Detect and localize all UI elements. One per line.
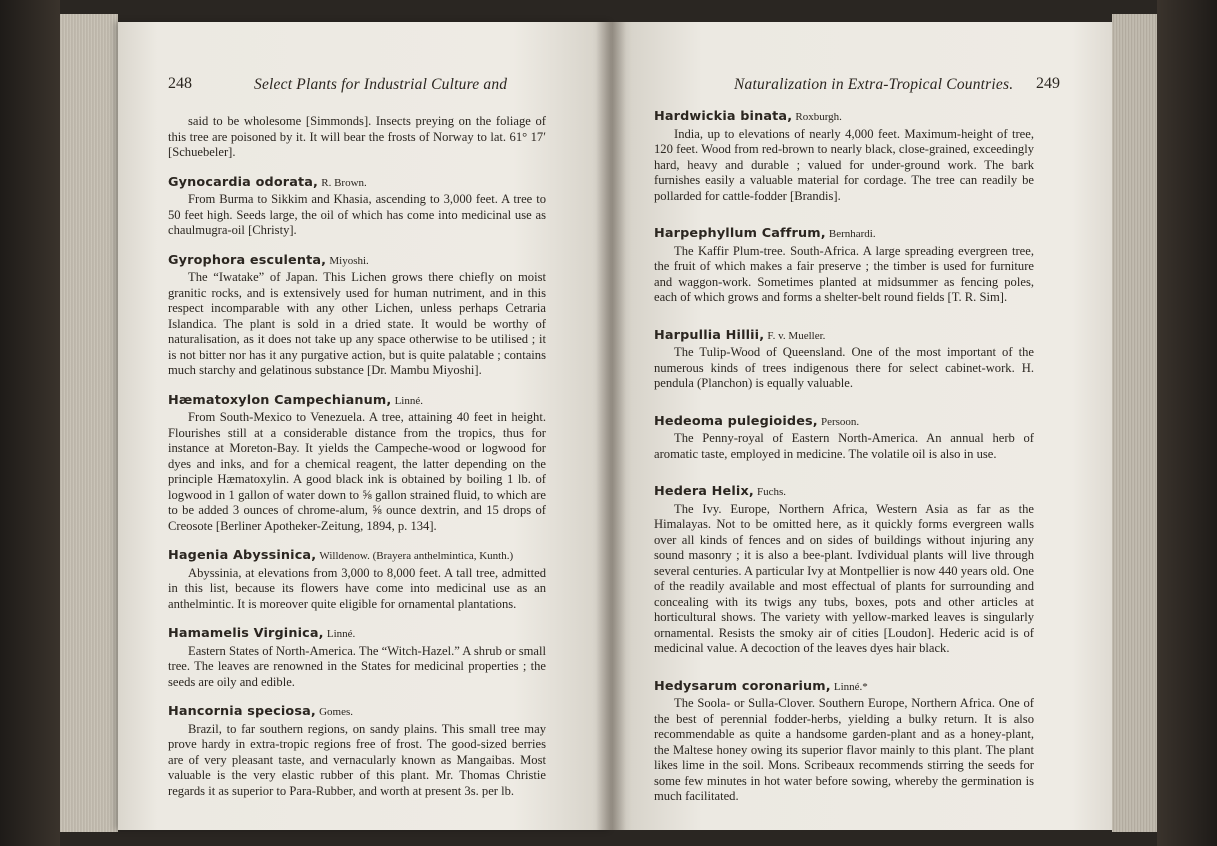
right-page-text — [654, 109, 1034, 819]
entry-authority: Linné. — [394, 394, 423, 407]
entry-text: The Kaffir Plum-tree. South-Africa. A large spreading evergreen tree, the fruit of which makes a fair preserve ; the timber is used for furniture and waggon-work. Sometimes planted at midsummer as fencing poles, each of which grows and forms a shelter-belt round fields [T. R. Sim]. — [654, 243, 1034, 304]
entry-gynocardia — [168, 175, 546, 239]
continuation-paragraph — [168, 114, 546, 161]
entry-gyrophora — [168, 253, 546, 379]
page-number-right: 249 — [1036, 75, 1060, 92]
entry-text: The Soola- or Sulla-Clover. Southern Europe, Northern Africa. One of the best of perennial fodder-herbs, yielding a bulky return. It is also recommendable as quite a handsome garden-plant and as a honey-plant, the Maltese honey owing its superior flavor mainly to this plant. The plant likes lime in the soil. Mons. Scribeaux recommends stirring the seeds for some few minutes in hot water before sowing, whereby the germination is much facilitated. — [654, 696, 1034, 803]
entry-text: The “Iwatake” of Japan. This Lichen grows there chiefly on moist granitic rocks, and is extensively used for human nutriment, and in this respect incomparable with any other Lichen, unless perhaps Cetraria Islandica. The plant is sold in a dried state. It would be worthy of naturalisation, as it does not take up any space otherwise to be utilised ; it is not bitter nor has it any purgative action, but is quite palatable ; contains much starchy and gelatinous substance [Dr. Mambu Miyoshi]. — [168, 270, 546, 377]
entry-hedeoma — [654, 414, 1034, 463]
entry-hedera — [654, 484, 1034, 657]
entry-authority: Willdenow. (Brayera anthelmintica, Kunth.) — [319, 550, 514, 562]
entry-authority: Fuchs. — [757, 486, 787, 498]
entry-hancornia — [168, 704, 546, 799]
book-cover-edge-right — [1157, 0, 1217, 846]
entry-authority: Linné. — [326, 628, 356, 640]
entry-name: Gynocardia odorata, — [168, 174, 319, 190]
entry-hamamelis — [168, 626, 546, 690]
right-page — [612, 22, 1112, 830]
gutter-shadow — [596, 22, 626, 830]
entry-name: Hancornia speciosa, — [168, 704, 316, 719]
page-stack-left — [60, 14, 118, 832]
entry-text: From South-Mexico to Venezuela. A tree, attaining 40 feet in height. Flourishes still at a considerable distance from the tropics, thus for instance at Moreton-Bay. It yields the Campeche-wood or logwood for dyes and inks, and for a chemical reagent, the latter depending on the principle Hæmatoxylin. A good black ink is obtained by boiling 1 lb. of logwood in 1 gallon of water down to ⅝ gallon strained fluid, to which are to be added 3 ounces of chrome-alum, ⅝ ounce dextrin, and 15 drops of Creosote [Berliner Apotheker-Zeitung, 1894, p. 134]. — [168, 410, 546, 533]
continuation-text: said to be wholesome [Simmonds]. Insects preying on the foliage of this tree are poisoned by it. It will bear the frosts of Norway to lat. 61° 17′ [Schuebeler]. — [168, 114, 546, 159]
entry-name: Hagenia Abyssinica, — [168, 548, 317, 563]
entry-hedysarum — [654, 679, 1034, 805]
entry-name: Hedeoma pulegioides, — [654, 413, 818, 429]
entry-name: Gyrophora esculenta, — [168, 252, 327, 268]
entry-authority: Persoon. — [820, 415, 860, 428]
entry-text: Eastern States of North-America. The “Witch-Hazel.” A shrub or small tree. The leaves are renowned in the States for medicinal properties ; the seeds are oily and edible. — [168, 643, 546, 689]
left-page — [118, 22, 612, 830]
entry-name: Hardwickia binata, — [654, 109, 793, 124]
running-head-left: Select Plants for Industrial Culture and — [254, 76, 508, 93]
entry-text: India, up to elevations of nearly 4,000 feet. Maximum-height of tree, 120 feet. Wood from red-brown to nearly black, close-grained, exceedingly hard, heavy and durable ; valued for under-ground work. The bark furnishes easily a valuable material for cordage. The tree can readily be pollarded for cattle-fodder [Brandis]. — [654, 126, 1034, 203]
entry-hagenia — [168, 548, 546, 612]
entry-name: Hamamelis Virginica, — [168, 626, 324, 641]
entry-name: Hedera Helix, — [654, 484, 754, 499]
book-cover-edge-left — [0, 0, 60, 846]
entry-name: Harpullia Hillii, — [654, 327, 765, 343]
entry-authority: F. v. Mueller. — [767, 329, 826, 342]
entry-text: From Burma to Sikkim and Khasia, ascending to 3,000 feet. A tree to 50 feet high. Seeds large, the oil of which has come into medicinal use as chaulmugra-oil [Christy]. — [168, 192, 546, 237]
entry-name: Harpephyllum Caffrum, — [654, 226, 826, 241]
running-head-right: Naturalization in Extra-Tropical Countries. — [734, 76, 1014, 93]
entry-harpullia — [654, 328, 1034, 392]
entry-harpephyllum — [654, 226, 1034, 306]
entry-text: Brazil, to far southern regions, on sandy plains. This small tree may prove hardy in extra-tropic regions free of frost. The good-sized berries are of very pleasant taste, and vernacularly known as Mangaibas. Most valuable is the very elastic rubber of this plant. Mr. Thomas Christie regards it as superior to Para-Rubber, and worth at present 3s. per lb. — [168, 721, 546, 798]
entry-text: The Ivy. Europe, Northern Africa, Western Asia as far as the Himalayas. Not to be omitted here, as it quickly forms evergreen walls over all kinds of fences and on sides of buildings without injuring any sound masonry ; it is also a bee-plant. Ivdividual plants will live through several centuries. A particular Ivy at Montpellier is now 440 years old. One of the readily available and most effectual of plants for surrounding and concealing with its twigs any tubs, boxes, pots and other articles at horticultural shows. The variety with yellow-marked leaves is singularly ornamental. Resists the smoky air of cities [Loudon]. Hederic acid is of medicinal value. A decoction of the leaves dyes hair black. — [654, 501, 1034, 655]
entry-authority: R. Brown. — [321, 176, 367, 189]
entry-authority: Roxburgh. — [795, 111, 842, 123]
entry-name: Hedysarum coronarium, — [654, 678, 831, 694]
entry-haematoxylon — [168, 393, 546, 535]
left-page-text — [168, 114, 546, 813]
entry-authority: Linné.* — [833, 680, 868, 693]
entry-text: The Penny-royal of Eastern North-America. An annual herb of aromatic taste, employed in medicine. The volatile oil is also in use. — [654, 431, 1034, 461]
entry-hardwickia — [654, 109, 1034, 204]
entry-text: The Tulip-Wood of Queensland. One of the most important of the numerous kinds of trees indigenous there for select cabinet-work. H. pendula (Planchon) is equally valuable. — [654, 345, 1034, 390]
entry-authority: Bernhardi. — [828, 228, 876, 240]
entry-authority: Miyoshi. — [329, 254, 369, 267]
entry-authority: Gomes. — [319, 706, 353, 718]
page-stack-right — [1112, 14, 1157, 832]
entry-name: Hæmatoxylon Campechianum, — [168, 392, 392, 408]
page-number-left: 248 — [168, 75, 192, 92]
entry-text: Abyssinia, at elevations from 3,000 to 8,000 feet. A tall tree, admitted in this list, because its flowers have come into medicinal use as an anthelmintic. It is moreover quite eligible for ornamental plantations. — [168, 565, 546, 611]
